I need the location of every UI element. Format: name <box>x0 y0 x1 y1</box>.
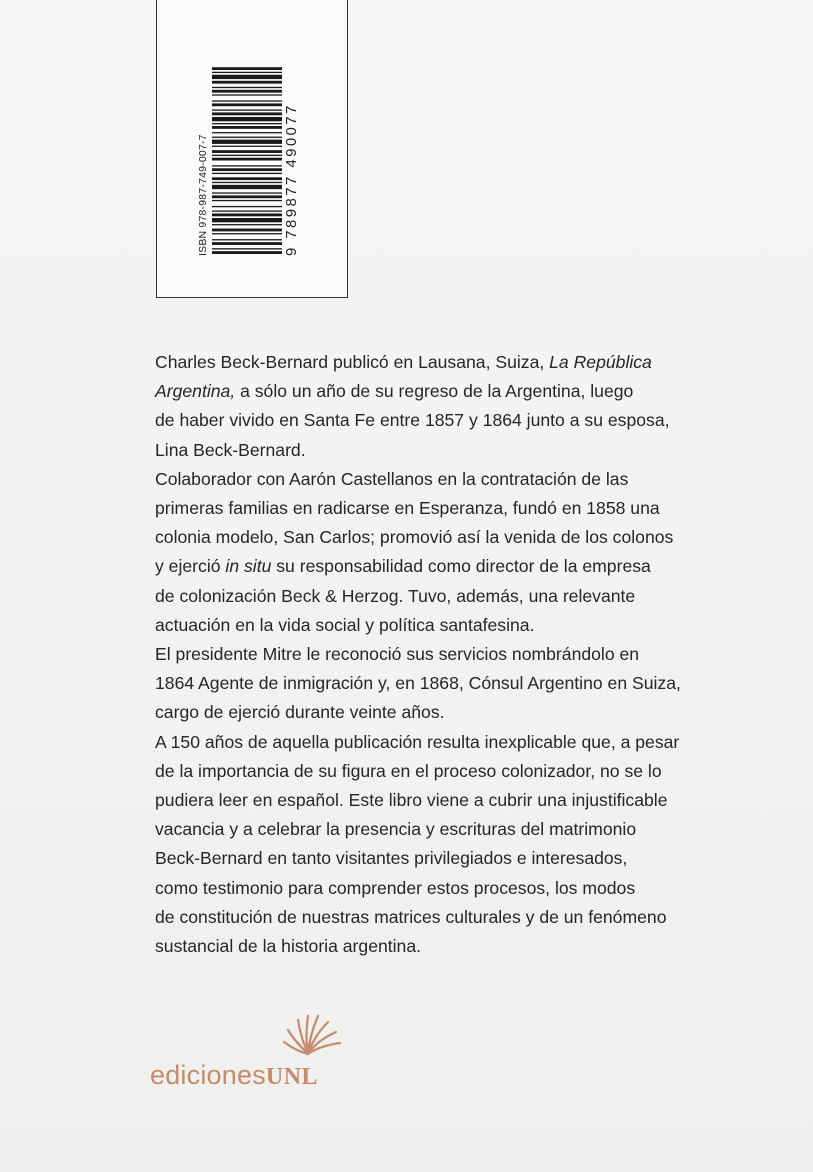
barcode-bar <box>212 251 282 254</box>
barcode-bar <box>212 90 282 93</box>
text-line <box>155 523 775 552</box>
barcode-bar <box>212 132 282 133</box>
barcode-bar <box>212 137 282 138</box>
barcode-bar <box>212 87 282 88</box>
barcode-bar <box>212 150 282 153</box>
text-line <box>155 728 775 757</box>
barcode-bar <box>212 206 282 207</box>
barcode-bar <box>212 168 282 171</box>
text-line <box>155 844 775 873</box>
barcode-bar <box>212 126 282 129</box>
barcode-bar <box>212 210 282 211</box>
text-line <box>155 436 775 465</box>
text-line <box>155 698 775 727</box>
text-line <box>155 757 775 786</box>
text-segment: de constitución de nuestras matrices culturales y de un fenómeno <box>155 906 667 927</box>
text-line <box>155 669 775 698</box>
text-segment: vacancia y a celebrar la presencia y escrituras del matrimonio <box>155 819 637 840</box>
publisher-logo <box>150 1010 360 1090</box>
text-segment: El presidente Mitre le reconoció sus servicios nombrándolo en <box>155 644 640 665</box>
barcode-bar <box>212 146 282 147</box>
barcode-bar <box>212 100 282 101</box>
barcode-bar <box>212 123 282 124</box>
barcode-bar <box>212 242 282 245</box>
barcode-bar <box>212 173 282 174</box>
barcode-rotated-group <box>197 0 317 256</box>
text-line <box>155 874 775 903</box>
text-segment: su responsabilidad como director de la empresa <box>271 556 651 577</box>
shell-logo-icon <box>278 1010 348 1058</box>
text-segment: de colonización Beck & Herzog. Tuvo, además, una relevante <box>155 585 636 606</box>
text-segment: y ejerció <box>155 556 226 577</box>
text-segment: 1864 Agente de inmigración y, en 1868, Cónsul Argentino en Suiza, <box>155 673 681 694</box>
text-line <box>155 815 775 844</box>
barcode-bar <box>212 218 282 222</box>
text-segment: cargo de ejerció durante veinte años. <box>155 702 445 723</box>
text-line <box>155 582 775 611</box>
barcode-box <box>156 0 348 298</box>
barcode-bar <box>212 81 282 84</box>
text-segment: a sólo un año de su regreso de la Argentina, luego <box>235 381 634 402</box>
publisher-name-bold: UNL <box>265 1064 319 1090</box>
text-segment: primeras familias en radicarse en Esperanza, fundó en 1858 una <box>155 498 660 519</box>
text-segment: A 150 años de aquella publicación resulta inexplicable que, a pesar <box>155 731 680 752</box>
barcode-bar <box>212 140 282 144</box>
publisher-name <box>150 1060 318 1091</box>
barcode-bar <box>212 109 282 110</box>
barcode-bar <box>212 72 282 73</box>
text-segment: Charles Beck-Bernard publicó en Lausana, Suiza, <box>155 352 550 372</box>
italic-title: Argentina, <box>155 381 236 402</box>
barcode-bars <box>212 64 282 254</box>
barcode-bar <box>212 200 282 201</box>
text-line <box>155 465 775 494</box>
text-segment: Lina Beck-Bernard. <box>155 439 306 460</box>
barcode-bar <box>212 192 282 193</box>
barcode-bar <box>212 195 282 198</box>
barcode-bar <box>212 75 282 79</box>
italic-title: in situ <box>225 556 272 577</box>
text-segment: Beck-Bernard en tanto visitantes privilegiados e interesados, <box>155 848 628 869</box>
text-line <box>155 377 775 406</box>
barcode-bar <box>212 112 282 115</box>
text-line <box>155 611 775 640</box>
text-segment: de haber vivido en Santa Fe entre 1857 y 1864 junto a su esposa, <box>155 410 670 431</box>
text-line <box>155 640 775 669</box>
barcode-bar <box>212 224 282 225</box>
barcode-bar <box>212 155 282 156</box>
text-line <box>155 786 775 815</box>
barcode-bar <box>212 117 282 121</box>
barcode-bar <box>212 165 282 166</box>
text-line <box>155 552 775 581</box>
text-line <box>155 348 775 377</box>
barcode-bar <box>212 185 282 189</box>
text-segment: Colaborador con Aarón Castellanos en la contratación de las <box>155 468 629 489</box>
barcode-bar <box>212 229 282 232</box>
barcode-bar <box>212 248 282 249</box>
ean-digits: 9 789877 490077 <box>283 103 300 256</box>
text-line <box>155 932 775 961</box>
italic-title: La República <box>549 352 652 372</box>
synopsis-text <box>155 348 775 961</box>
text-segment: de la importancia de su figura en el proceso colonizador, no se lo <box>155 760 662 781</box>
text-line <box>155 494 775 523</box>
text-segment: colonia modelo, San Carlos; promovió así la venida de los colonos <box>155 527 674 548</box>
barcode-bar <box>212 158 282 161</box>
text-segment: actuación en la vida social y política santafesina. <box>155 614 535 635</box>
text-segment: pudiera leer en español. Este libro viene a cubrir una injustificable <box>155 790 668 811</box>
barcode-bar <box>212 177 282 180</box>
barcode-bar <box>212 103 282 106</box>
barcode-bar <box>212 67 282 70</box>
text-segment: sustancial de la historia argentina. <box>155 936 422 957</box>
isbn-label: ISBN 978-987-749-007-7 <box>197 134 209 256</box>
barcode-bar <box>212 213 282 216</box>
barcode-bar <box>212 94 282 95</box>
barcode-bar <box>212 233 282 234</box>
barcode-bar <box>212 239 282 240</box>
text-line <box>155 903 775 932</box>
text-line <box>155 406 775 435</box>
publisher-name-light: ediciones <box>150 1060 266 1090</box>
text-segment: como testimonio para comprender estos procesos, los modos <box>155 877 636 898</box>
barcode-bar <box>212 182 282 183</box>
